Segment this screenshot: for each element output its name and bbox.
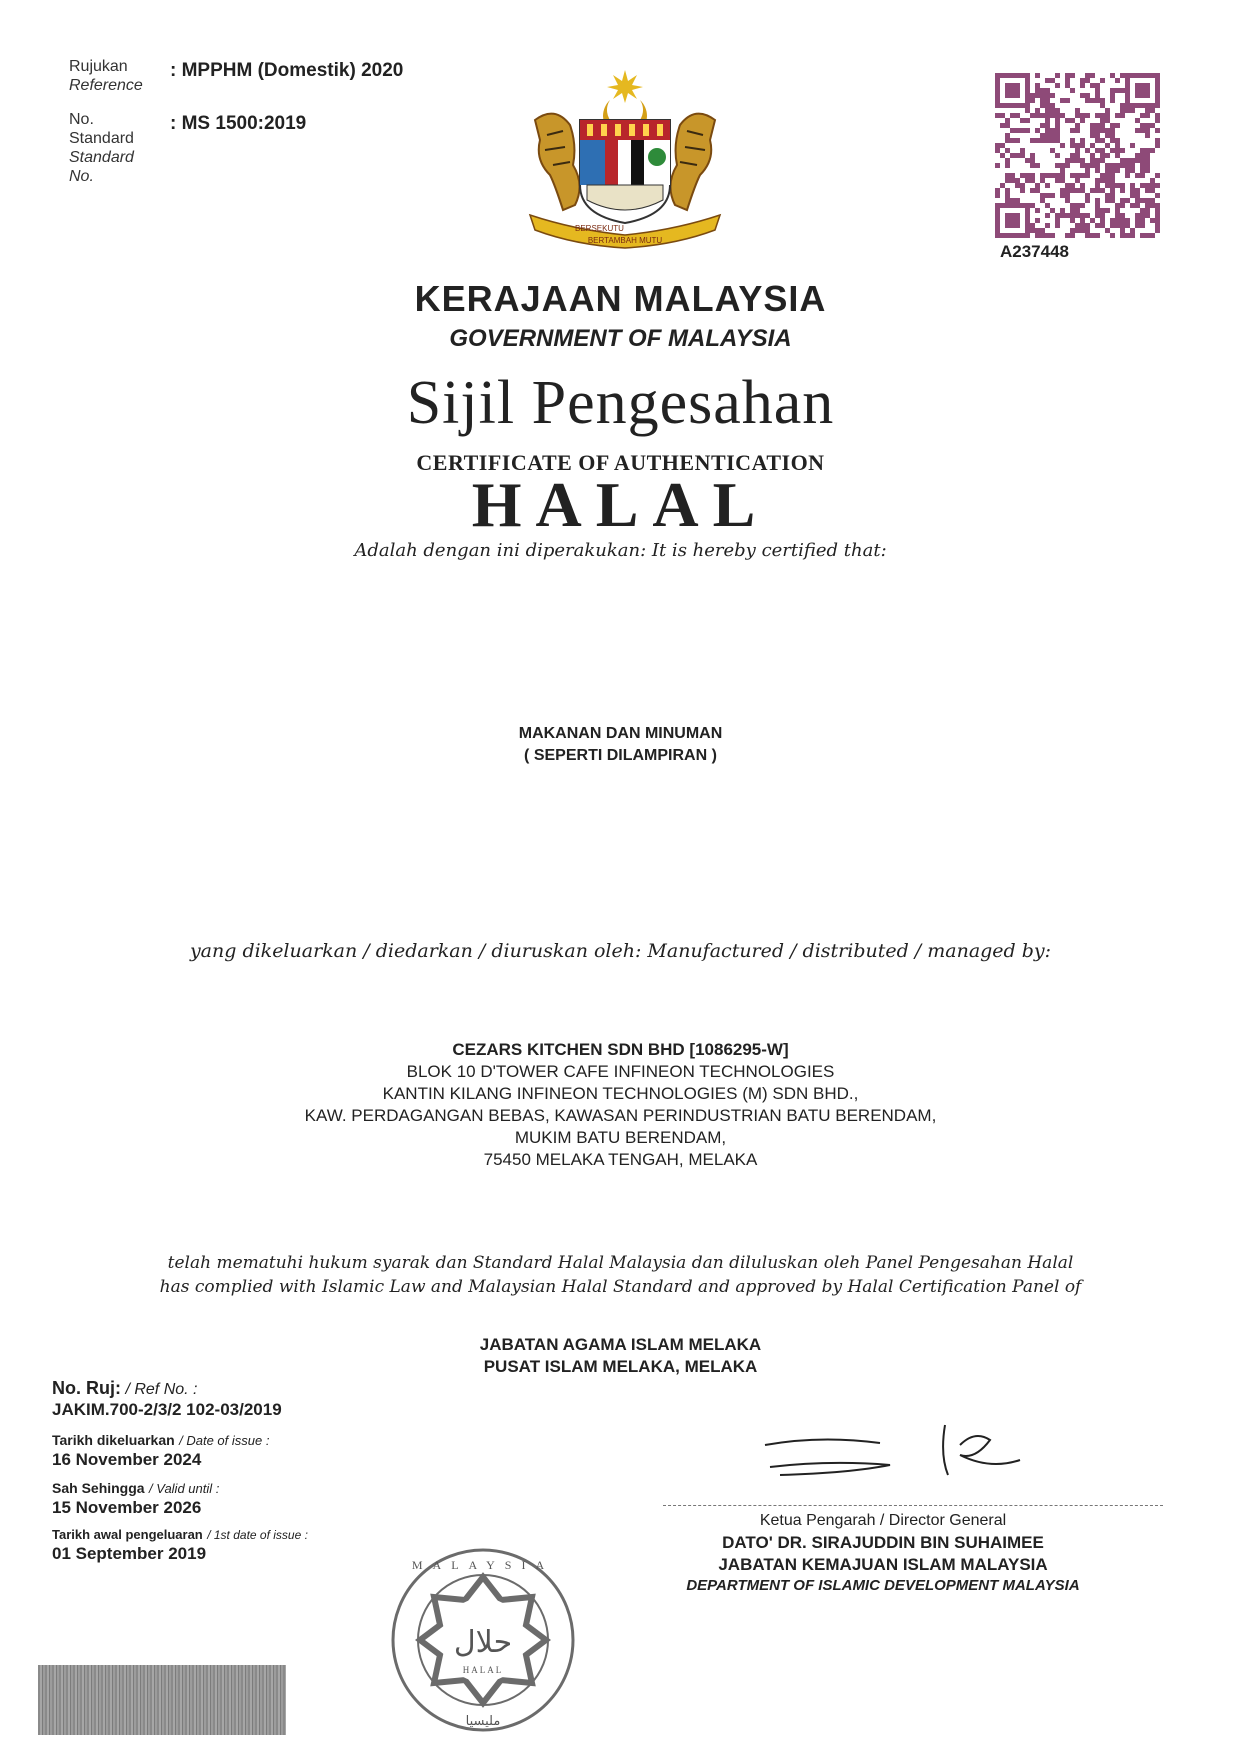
- valid-until-block: [52, 1480, 219, 1498]
- motto-center-text: BERTAMBAH MUTU: [587, 236, 663, 245]
- panel-line-2: PUSAT ISLAM MELAKA, MELAKA: [483, 1357, 758, 1376]
- issue-date-label-en: / Date of issue :: [179, 1433, 270, 1448]
- ref-no-label-en: / Ref No. :: [125, 1381, 198, 1398]
- address-line: MUKIM BATU BERENDAM,: [514, 1128, 727, 1147]
- halal-logo-arabic: حلال: [453, 1625, 513, 1660]
- manufacturer-label: yang dikeluarkan / diedarkan / diuruskan oleh: Manufactured / distributed / managed by:: [189, 940, 1052, 962]
- company-name: CEZARS KITCHEN SDN BHD [1086295-W]: [452, 1040, 789, 1059]
- barcode-strip: [38, 1665, 286, 1735]
- qr-code: [995, 73, 1160, 238]
- address-line: 75450 MELAKA TENGAH, MELAKA: [483, 1150, 758, 1169]
- first-issue-block: [52, 1526, 308, 1544]
- ref-no-block: [52, 1378, 197, 1399]
- standard-label: No. Standard Standard No.: [69, 111, 134, 185]
- first-issue-label-en: / 1st date of issue :: [207, 1528, 308, 1542]
- issue-date-value: 16 November 2024: [52, 1450, 202, 1469]
- signatory-role: Ketua Pengarah / Director General: [759, 1512, 1007, 1529]
- issue-date-block: [52, 1432, 269, 1450]
- ref-no-label: No. Ruj:: [52, 1378, 121, 1398]
- rujukan-label: Rujukan Reference: [69, 58, 143, 94]
- rujukan-value: : MPPHM (Domestik) 2020: [170, 60, 404, 81]
- standard-value: : MS 1500:2019: [170, 113, 307, 134]
- signatory-dept-en: DEPARTMENT OF ISLAMIC DEVELOPMENT MALAYSIA: [686, 1577, 1080, 1594]
- product-line-2: ( SEPERTI DILAMPIRAN ): [524, 747, 717, 764]
- valid-until-value: 15 November 2026: [52, 1498, 202, 1517]
- address-line: KANTIN KILANG INFINEON TECHNOLOGIES (M) SDN BHD.,: [382, 1084, 859, 1103]
- signatory-dept-ms: JABATAN KEMAJUAN ISLAM MALAYSIA: [718, 1555, 1048, 1574]
- government-title-ms: KERAJAAN MALAYSIA: [414, 278, 827, 319]
- ref-no-value: JAKIM.700-2/3/2 102-03/2019: [52, 1400, 282, 1419]
- government-title-en: GOVERNMENT OF MALAYSIA: [449, 325, 792, 352]
- signatory-name: DATO' DR. SIRAJUDDIN BIN SUHAIMEE: [722, 1533, 1044, 1552]
- valid-until-label-en: / Valid until :: [149, 1481, 220, 1496]
- halal-title: HALAL: [471, 469, 770, 540]
- halal-logo: [388, 1545, 578, 1735]
- panel-line-1: JABATAN AGAMA ISLAM MELAKA: [479, 1335, 762, 1354]
- product-line-1: MAKANAN DAN MINUMAN: [518, 725, 723, 742]
- compliance-line-en: has complied with Islamic Law and Malaysian Halal Standard and approved by Halal Certification Panel of: [159, 1277, 1082, 1297]
- compliance-line-ms: telah mematuhi hukum syarak dan Standard Halal Malaysia dan diluluskan oleh Panel Pengesahan Halal: [167, 1253, 1074, 1273]
- valid-until-label: Sah Sehingga: [52, 1480, 145, 1496]
- address-line: BLOK 10 D'TOWER CAFE INFINEON TECHNOLOGIES: [406, 1062, 835, 1081]
- issue-date-label: Tarikh dikeluarkan: [52, 1432, 175, 1448]
- signature-line: [663, 1505, 1163, 1506]
- halal-logo-arabic-bottom: مليسيا: [465, 1714, 501, 1729]
- coat-of-arms: [515, 65, 735, 250]
- halal-logo-center-text: HALAL: [462, 1665, 504, 1675]
- motto-left-text: BERSEKUTU: [575, 224, 624, 233]
- signature: [760, 1415, 1090, 1510]
- halal-logo-ring-text: MALAYSIA: [411, 1558, 555, 1572]
- address-line: KAW. PERDAGANGAN BEBAS, KAWASAN PERINDUSTRIAN BATU BERENDAM,: [304, 1106, 937, 1125]
- certificate-title-ms: Sijil Pengesahan: [406, 369, 835, 437]
- certificate-title-en: CERTIFICATE OF AUTHENTICATION: [416, 450, 825, 475]
- qr-serial: A237448: [1000, 242, 1070, 261]
- certified-statement: Adalah dengan ini diperakukan: It is hereby certified that:: [354, 540, 887, 561]
- first-issue-value: 01 September 2019: [52, 1544, 207, 1563]
- first-issue-label: Tarikh awal pengeluaran: [52, 1527, 203, 1542]
